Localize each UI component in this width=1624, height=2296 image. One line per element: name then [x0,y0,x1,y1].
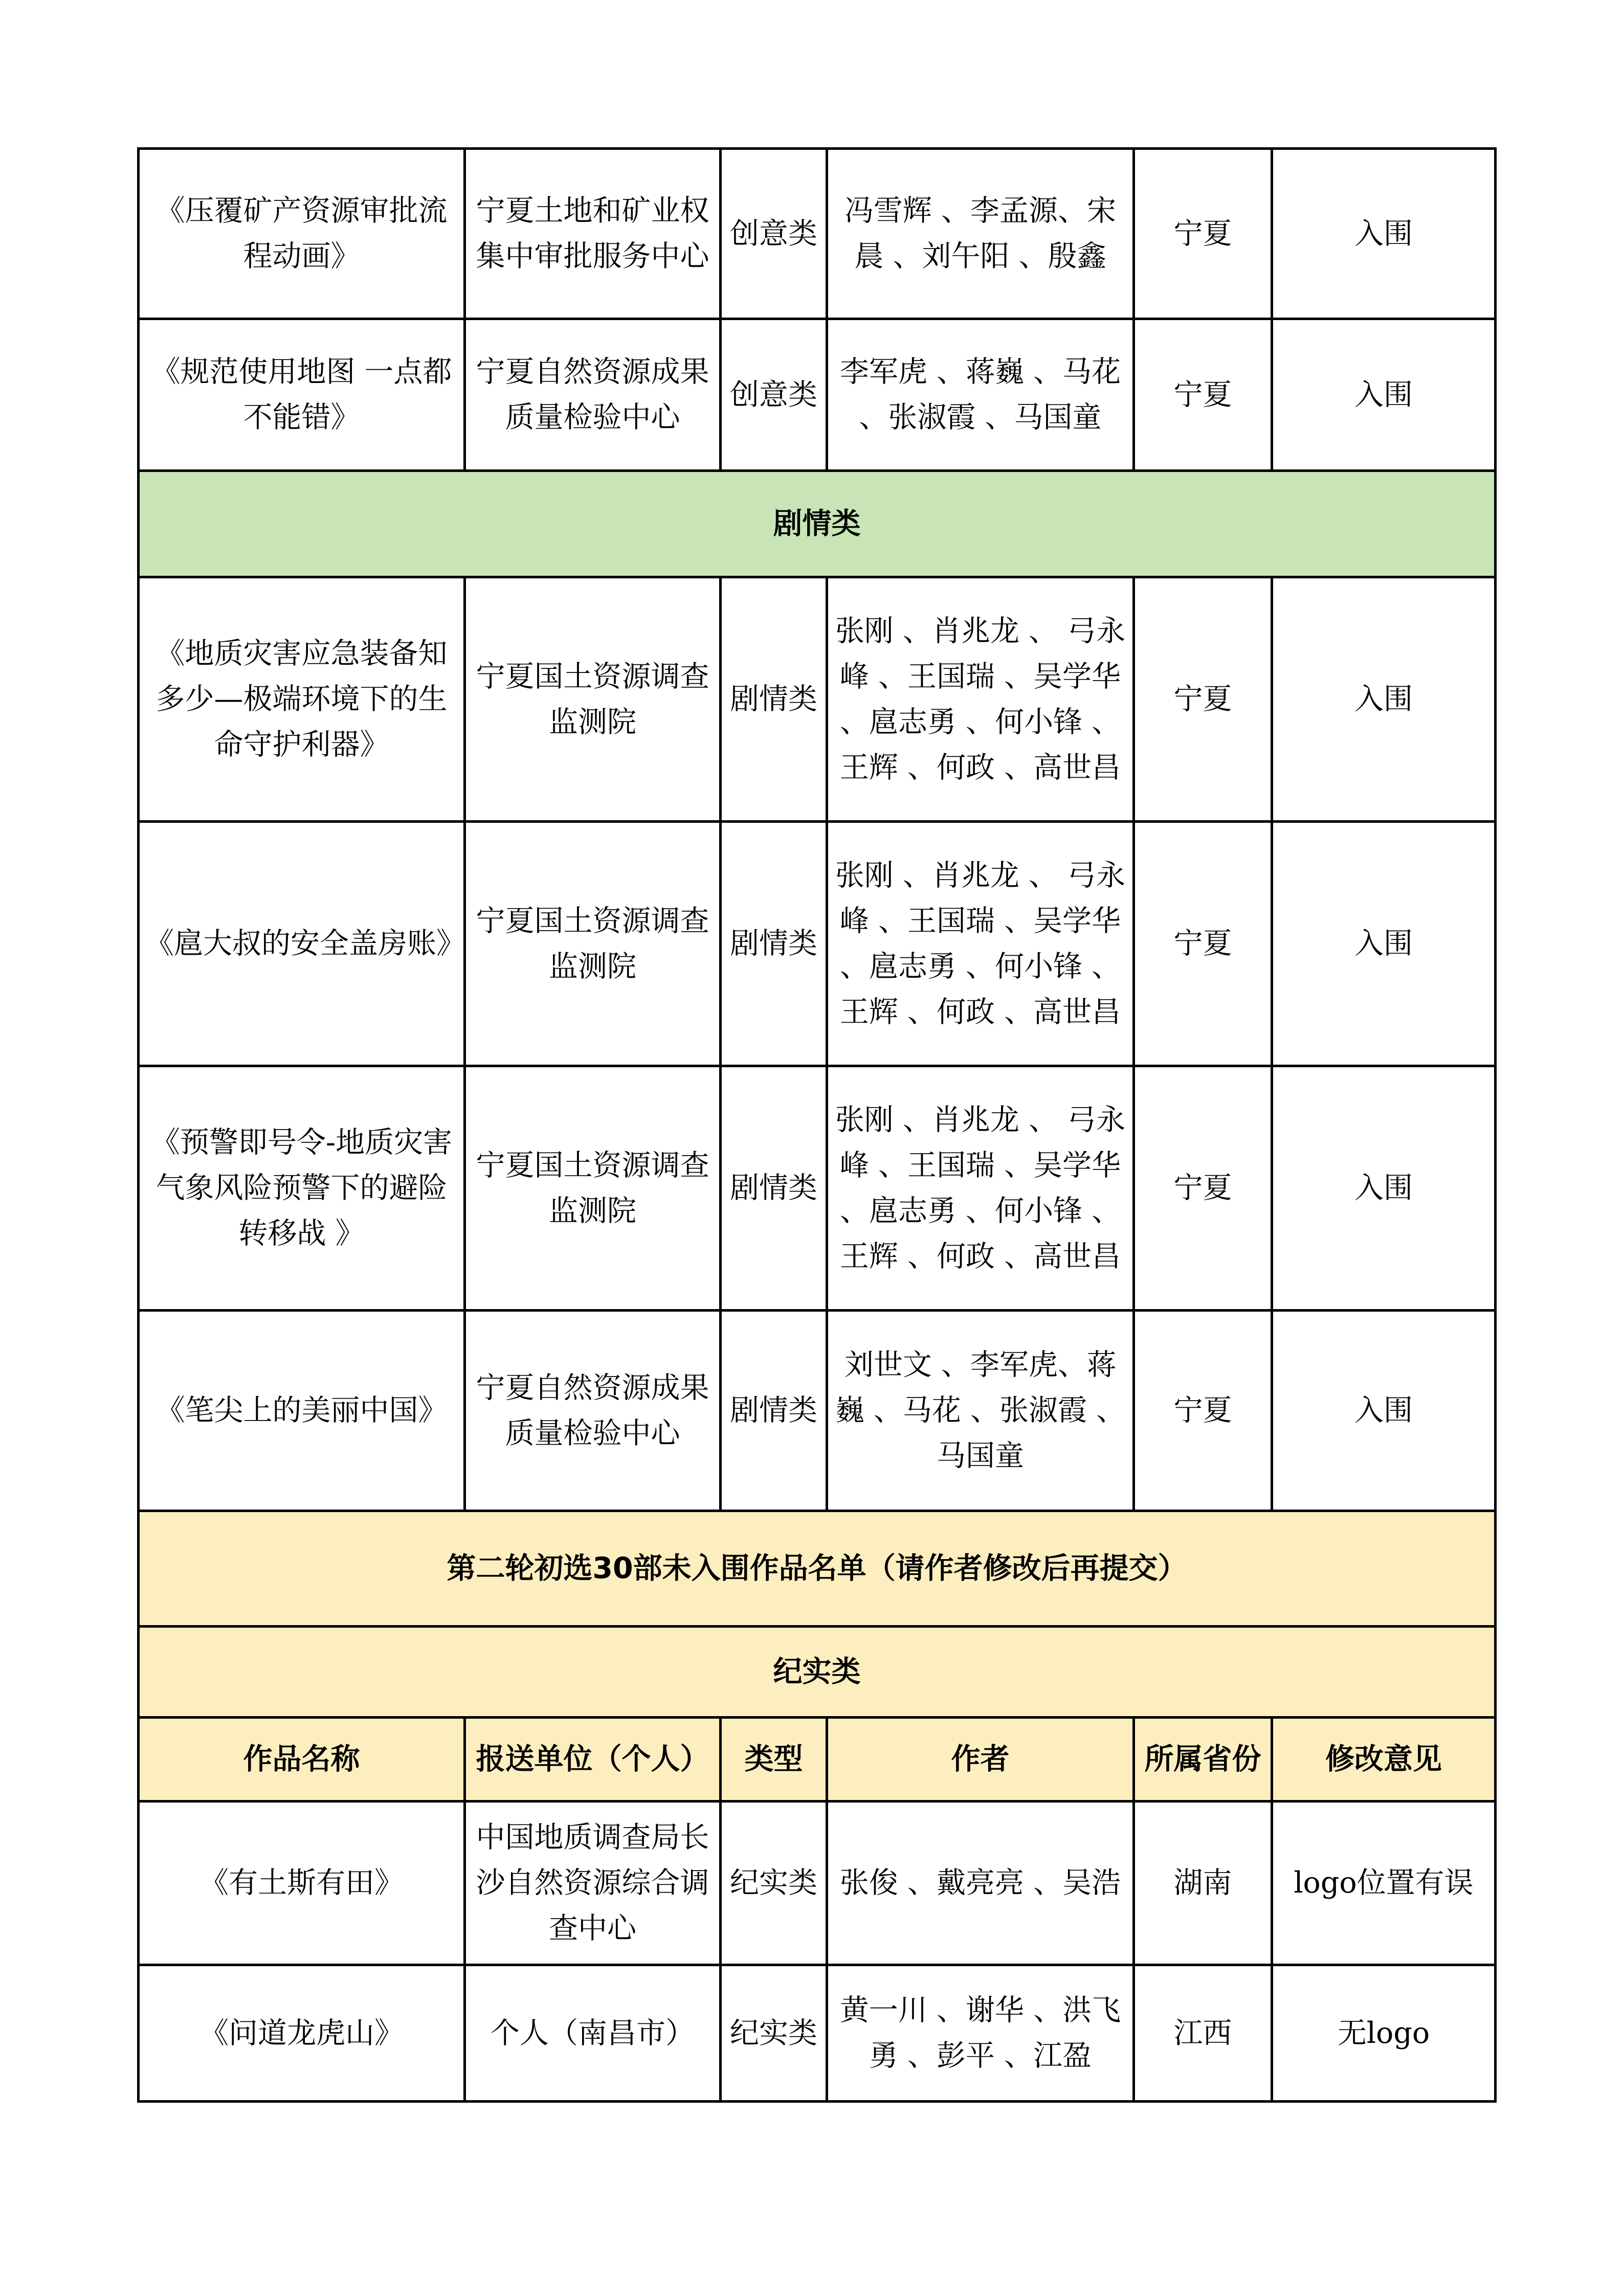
work-type: 创意类 [721,319,827,471]
work-title: 《压覆矿产资源审批流程动画》 [139,149,465,319]
province: 宁夏 [1134,1066,1272,1311]
work-title: 《有土斯有田》 [139,1802,465,1965]
section-header-row [139,1627,1496,1718]
table-row [139,149,1496,319]
authors: 张刚 、肖兆龙 、 弓永峰 、王国瑞 、吴学华 、扈志勇 、何小锋 、王辉 、何政 、高世昌 [827,577,1134,822]
work-title: 《规范使用地图 一点都不能错》 [139,319,465,471]
revision-note: logo位置有误 [1272,1802,1496,1965]
authors: 冯雪辉 、李孟源、宋晨 、刘午阳 、殷鑫 [827,149,1134,319]
work-title: 《笔尖上的美丽中国》 [139,1311,465,1511]
header-province: 所属省份 [1134,1718,1272,1802]
authors: 黄一川 、谢华 、洪飞勇 、彭平 、江盈 [827,1965,1134,2102]
province: 宁夏 [1134,319,1272,471]
list-banner-title: 第二轮初选30部未入围作品名单（请作者修改后再提交） [139,1511,1496,1627]
work-title: 《预警即号令-地质灾害气象风险预警下的避险转移战 》 [139,1066,465,1311]
submitting-unit: 宁夏国土资源调查监测院 [465,1066,721,1311]
submitting-unit: 宁夏国土资源调查监测院 [465,822,721,1066]
revision-note: 无logo [1272,1965,1496,2102]
result: 入围 [1272,149,1496,319]
province: 宁夏 [1134,577,1272,822]
authors: 张俊 、戴亮亮 、吴浩 [827,1802,1134,1965]
work-type: 纪实类 [721,1802,827,1965]
table-row [139,319,1496,471]
authors: 李军虎 、蒋巍 、马花 、张淑霞 、马国童 [827,319,1134,471]
authors: 张刚 、肖兆龙 、 弓永峰 、王国瑞 、吴学华 、扈志勇 、何小锋 、王辉 、何政 、高世昌 [827,1066,1134,1311]
banner-row [139,1511,1496,1627]
work-title: 《地质灾害应急装备知多少—极端环境下的生命守护利器》 [139,577,465,822]
province: 江西 [1134,1965,1272,2102]
section-label-drama: 剧情类 [139,471,1496,577]
submitting-unit: 宁夏土地和矿业权集中审批服务中心 [465,149,721,319]
work-title: 《扈大叔的安全盖房账》 [139,822,465,1066]
result: 入围 [1272,1066,1496,1311]
work-type: 剧情类 [721,1311,827,1511]
province: 湖南 [1134,1802,1272,1965]
result: 入围 [1272,319,1496,471]
table-row [139,1802,1496,1965]
result: 入围 [1272,577,1496,822]
province: 宁夏 [1134,822,1272,1066]
province: 宁夏 [1134,1311,1272,1511]
province: 宁夏 [1134,149,1272,319]
section-label-documentary: 纪实类 [139,1627,1496,1718]
table-row [139,577,1496,822]
work-type: 剧情类 [721,822,827,1066]
work-type: 剧情类 [721,577,827,822]
header-authors: 作者 [827,1718,1134,1802]
work-type: 创意类 [721,149,827,319]
table-row [139,1965,1496,2102]
submitting-unit: 宁夏国土资源调查监测院 [465,577,721,822]
submitting-unit: 个人（南昌市） [465,1965,721,2102]
table-row [139,822,1496,1066]
authors: 张刚 、肖兆龙 、 弓永峰 、王国瑞 、吴学华 、扈志勇 、何小锋 、王辉 、何政 、高世昌 [827,822,1134,1066]
header-type: 类型 [721,1718,827,1802]
work-type: 纪实类 [721,1965,827,2102]
section-header-row [139,471,1496,577]
work-title: 《问道龙虎山》 [139,1965,465,2102]
header-work-title: 作品名称 [139,1718,465,1802]
authors: 刘世文 、李军虎、蒋巍 、马花 、张淑霞 、马国童 [827,1311,1134,1511]
table-row [139,1066,1496,1311]
header-revision-note: 修改意见 [1272,1718,1496,1802]
table-row [139,1311,1496,1511]
result: 入围 [1272,1311,1496,1511]
work-type: 剧情类 [721,1066,827,1311]
works-table [137,147,1497,2103]
submitting-unit: 宁夏自然资源成果质量检验中心 [465,1311,721,1511]
submitting-unit: 中国地质调查局长沙自然资源综合调查中心 [465,1802,721,1965]
submitting-unit: 宁夏自然资源成果质量检验中心 [465,319,721,471]
header-submitting-unit: 报送单位（个人） [465,1718,721,1802]
result: 入围 [1272,822,1496,1066]
column-header-row [139,1718,1496,1802]
